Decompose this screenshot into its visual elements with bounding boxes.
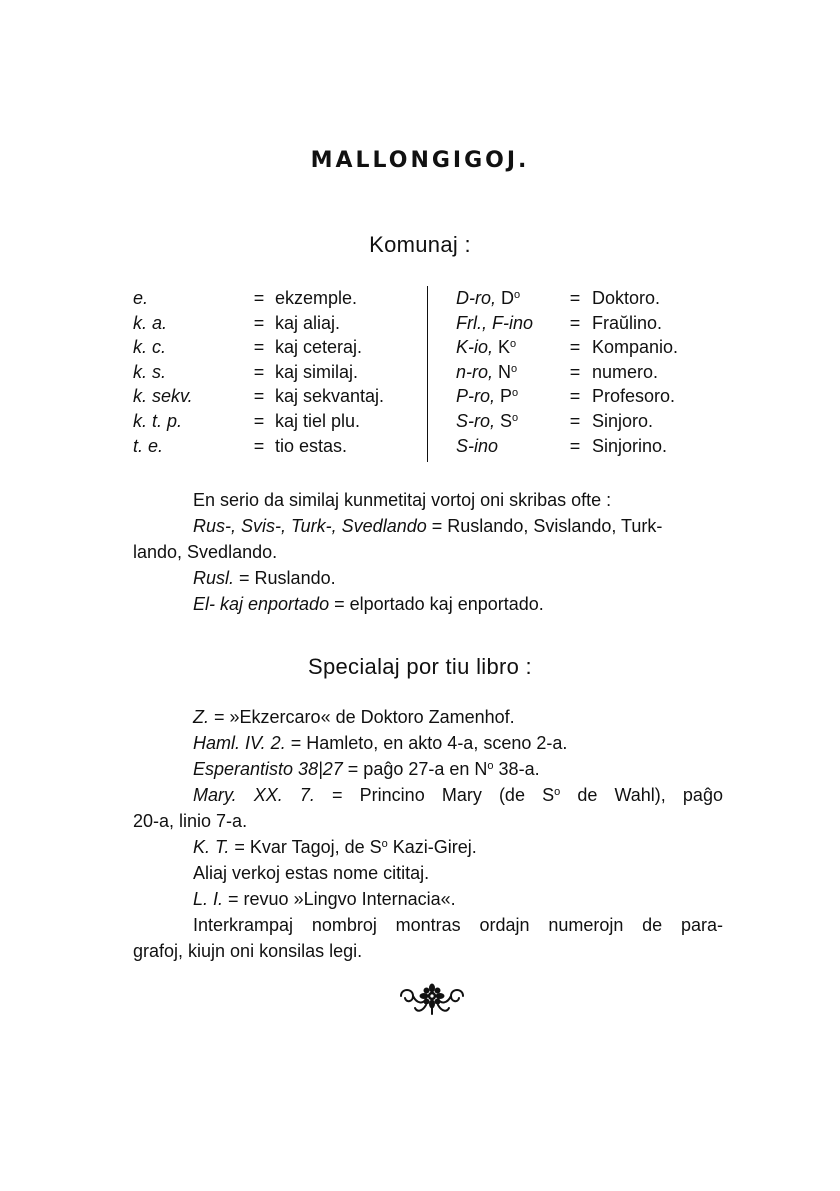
- meaning: kaj tiel plu.: [275, 410, 361, 431]
- abbreviation-list-right: [456, 286, 678, 458]
- abbreviation-row: [456, 409, 678, 434]
- text-line: lando, Svedlando.: [133, 542, 278, 562]
- abbreviation-list-left: [133, 286, 384, 458]
- text-line: Haml. IV. 2. = Hamleto, en akto 4-a, sceno 2-a.: [193, 733, 568, 753]
- equals-sign: =: [569, 288, 581, 308]
- abbreviation: e.: [133, 288, 149, 308]
- abbreviation: S-ro, $S^o$: [456, 410, 519, 431]
- abbreviation: K-io, $K^o$: [456, 337, 517, 358]
- text-line: L. I. = revuo »Lingvo Internacia«.: [193, 889, 456, 909]
- equals-sign: =: [253, 361, 265, 382]
- meaning: Sinjoro.: [592, 410, 654, 431]
- abbreviation-row: [456, 311, 678, 336]
- abbreviation-row: [133, 409, 384, 434]
- page-title: MALLONGIGOJ.: [310, 148, 530, 173]
- abbreviation: k. t. p.: [133, 410, 183, 431]
- text-line: Aliaj verkoj estas nome cititaj.: [193, 863, 430, 883]
- abbreviation-row: [133, 384, 384, 409]
- text-line: Rusl. = Ruslando.: [193, 568, 336, 588]
- text-line: K. T. = Kvar Tagoj, de $S^o$ Kazi-Girej.: [193, 837, 477, 857]
- meaning: kaj sekvantaj.: [275, 386, 385, 407]
- section-heading-komunaj: Komunaj :: [369, 232, 471, 257]
- equals-sign: =: [569, 410, 581, 431]
- equals-sign: =: [253, 386, 265, 407]
- abbreviation-row: [133, 335, 384, 360]
- abbreviation-row: [456, 434, 678, 459]
- meaning: Doktoro.: [592, 288, 661, 308]
- special-notes: [133, 704, 723, 964]
- meaning: Sinjorino.: [592, 435, 668, 456]
- abbreviation: k. c.: [133, 337, 167, 358]
- equals-sign: =: [569, 361, 581, 382]
- meaning: Kompanio.: [592, 337, 679, 358]
- equals-sign: =: [253, 288, 265, 308]
- text-line: Z. = »Ekzercaro« de Doktoro Zamenhof.: [193, 707, 515, 727]
- equals-sign: =: [253, 337, 265, 358]
- text-line: Esperantisto 38|27 = paĝo 27-a en $N^o$ 38-a.: [193, 759, 540, 779]
- equals-sign: =: [253, 312, 265, 333]
- text-line: En serio da similaj kunmetitaj vortoj oni skribas ofte :: [193, 490, 612, 510]
- floral-ornament-icon: [397, 982, 467, 1016]
- equals-sign: =: [569, 337, 581, 358]
- text-line: Mary. XX. 7. = Princino Mary (de $S^o$ de Wahl), paĝo: [193, 785, 723, 805]
- abbreviation: n-ro, $N^o$: [456, 361, 518, 382]
- abbreviation: D-ro, $D^o$: [456, 288, 521, 308]
- text-line: 20-a, linio 7-a.: [133, 811, 248, 831]
- meaning: numero.: [592, 361, 659, 382]
- abbreviation-row: [133, 286, 384, 311]
- abbreviation: Frl., F-ino: [456, 312, 534, 333]
- equals-sign: =: [569, 312, 581, 333]
- abbreviation-row: [133, 434, 384, 459]
- abbreviation-row: [456, 286, 678, 311]
- text-line: grafoj, kiujn oni konsilas legi.: [133, 941, 363, 961]
- meaning: kaj aliaj.: [275, 312, 341, 333]
- meaning: kaj similaj.: [275, 361, 359, 382]
- text-line: Rus-, Svis-, Turk-, Svedlando = Ruslando, Svislando, Turk-: [193, 516, 663, 536]
- abbreviation: P-ro, $P^o$: [456, 386, 519, 407]
- abbreviation: t. e.: [133, 435, 164, 456]
- text-line: Interkrampaj nombroj montras ordajn numerojn de para-: [193, 915, 723, 935]
- equals-sign: =: [253, 410, 265, 431]
- abbreviation: k. sekv.: [133, 386, 193, 407]
- abbreviation: S-ino: [456, 435, 499, 456]
- column-divider: [427, 286, 428, 462]
- meaning: Profesoro.: [592, 386, 676, 407]
- meaning: Fraŭlino.: [592, 312, 663, 333]
- abbreviation-row: [456, 360, 678, 385]
- abbreviation-row: [133, 360, 384, 385]
- abbreviation: k. s.: [133, 361, 167, 382]
- meaning: ekzemple.: [275, 288, 358, 308]
- section-heading-specialaj: Specialaj por tiu libro :: [308, 654, 532, 679]
- meaning: kaj ceteraj.: [275, 337, 363, 358]
- equals-sign: =: [253, 435, 265, 456]
- general-notes: [133, 487, 723, 617]
- meaning: tio estas.: [275, 435, 348, 456]
- abbreviation-row: [456, 335, 678, 360]
- text-line: El- kaj enportado = elportado kaj enportado.: [193, 594, 544, 614]
- abbreviation-row: [133, 311, 384, 336]
- equals-sign: =: [569, 435, 581, 456]
- equals-sign: =: [569, 386, 581, 407]
- abbreviation: k. a.: [133, 312, 168, 333]
- abbreviation-row: [456, 384, 678, 409]
